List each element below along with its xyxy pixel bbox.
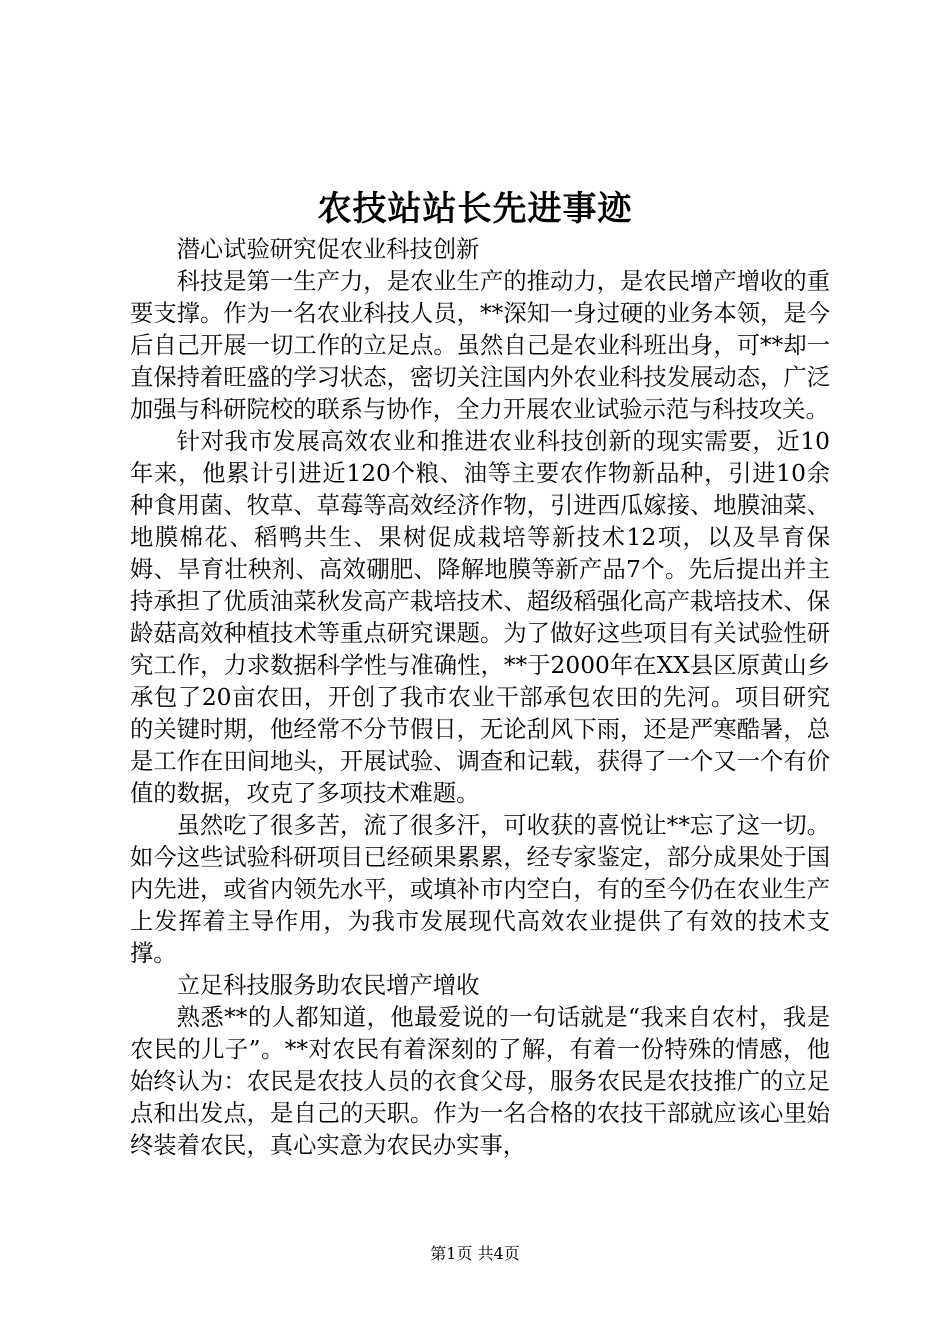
document-title: 农技站站长先进事迹	[317, 189, 633, 229]
body-paragraph: 针对我市发展高效农业和推进农业科技创新的现实需要，近10年来，他累计引进近120个粮、油等主要农作物新品种，引进10余种食用菌、牧草、草莓等高效经济作物，引进西瓜嫁接、地膜油菜、地膜棉花、稻鸭共生、果树促成栽培等新技术12项，以及旱育保姆、旱育壮秧剂、高效硼肥、降解地膜等新产品7个。先后提出并主持承担了优质油菜秋发高产栽培技术、超级稻强化高产栽培技术、保龄菇高效种植技术等重点研究课题。为了做好这些项目有关试验性研究工作，力求数据科学性与准确性，**于2000年在XX县区原黄山乡承包了20亩农田，开创了我市农业干部承包农田的先河。项目研究的关键时期，他经常不分节假日，无论刮风下雨，还是严寒酷暑，总是工作在田间地头，开展试验、调查和记载，获得了一个又一个有价值的数据，攻克了多项技术难题。	[130, 428, 830, 807]
body-paragraph: 虽然吃了很多苦，流了很多汗，可收获的喜悦让**忘了这一切。如今这些试验科研项目已经硕果累累，经专家鉴定，部分成果处于国内先进，或省内领先水平，或填补市内空白，有的至今仍在农业生产上发挥着主导作用，为我市发展现代高效农业提供了有效的技术支撑。	[130, 812, 830, 967]
page-footer: 第1页 共4页	[430, 1244, 520, 1263]
body-paragraph: 熟悉**的人都知道，他最爱说的一句话就是“我来自农村，我是农民的儿子”。**对农民有着深刻的了解，有着一份特殊的情感，他始终认为：农民是农技人员的衣食父母，服务农民是农技推广的立足点和出发点，是自己的天职。作为一名合格的农技干部就应该心里始终装着农民，真心实意为农民办实事，	[130, 1004, 830, 1159]
document-body	[130, 234, 830, 1162]
body-paragraph: 科技是第一生产力，是农业生产的推动力，是农民增产增收的重要支撑。作为一名农业科技人员，**深知一身过硬的业务本领，是今后自己开展一切工作的立足点。虽然自己是农业科班出身，可**却一直保持着旺盛的学习状态，密切关注国内外农业科技发展动态，广泛加强与科研院校的联系与协作，全力开展农业试验示范与科技攻关。	[130, 268, 830, 423]
section-heading: 潜心试验研究促农业科技创新	[176, 236, 480, 263]
section-heading: 立足科技服务助农民增产增收	[176, 972, 480, 999]
